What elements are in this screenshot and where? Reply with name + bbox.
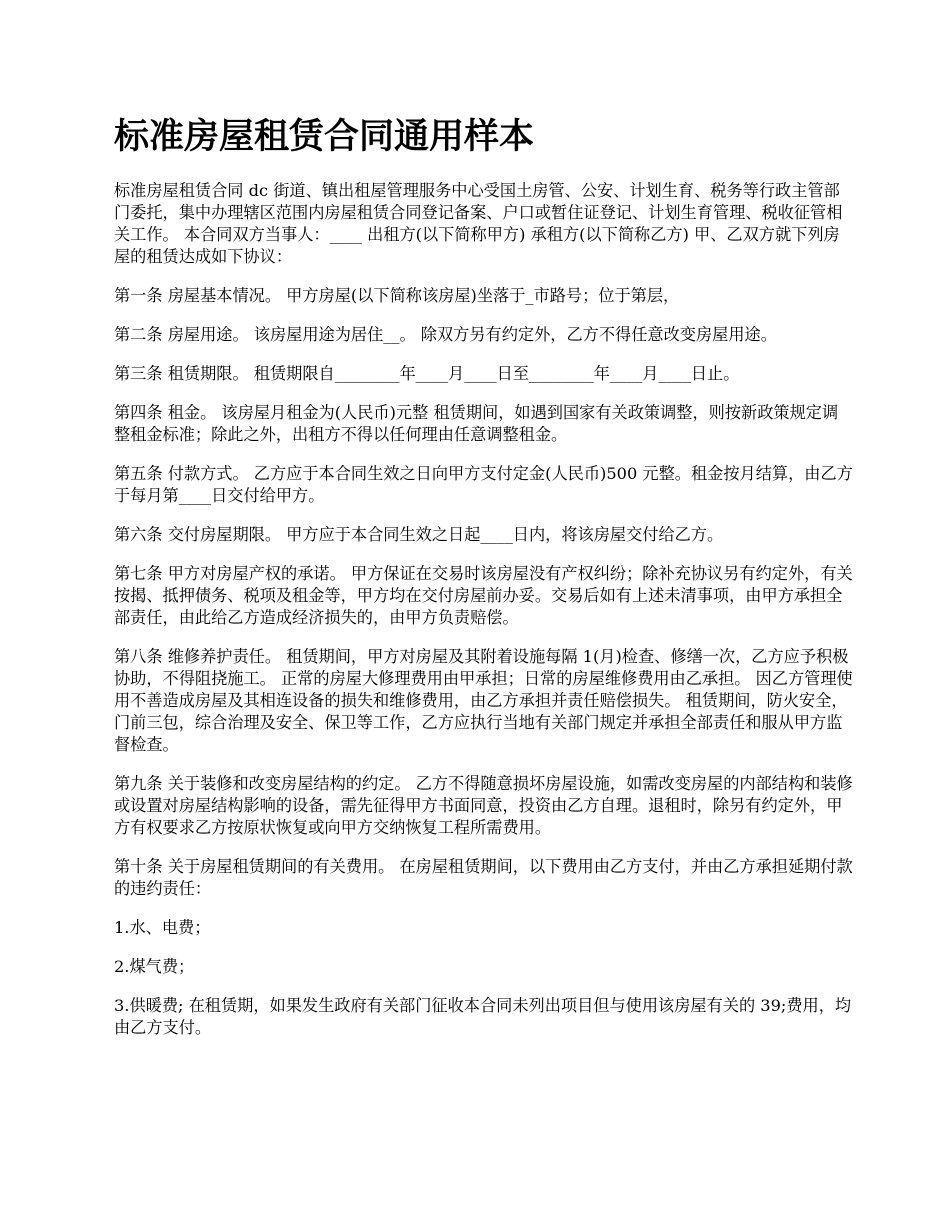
- paragraph-article-10: 第十条 关于房屋租赁期间的有关费用。 在房屋租赁期间，以下费用由乙方支付，并由乙方承担延期付款的违约责任：: [114, 857, 853, 898]
- paragraph-article-4: 第四条 租金。 该房屋月租金为(人民币)元整 租赁期间，如遇到国家有关政策调整，则按新政策规定调整租金标准；除此之外，出租方不得以任何理由任意调整租金。: [114, 403, 839, 444]
- paragraph-article-9: 第九条 关于装修和改变房屋结构的约定。 乙方不得随意损坏房屋设施，如需改变房屋的内部结构和装修或设置对房屋结构影响的设备，需先征得甲方书面同意，投资由乙方自理。退租时，除另有约定外，甲方有权要求乙方按原状恢复或向甲方交纳恢复工程所需费用。: [114, 774, 853, 837]
- document-title: 标准房屋租赁合同通用样本: [114, 117, 535, 157]
- paragraph-article-2: 第二条 房屋用途。 该房屋用途为居住__。 除双方另有约定外，乙方不得任意改变房屋用途。: [114, 325, 777, 344]
- list-item-2: 2.煤气费；: [114, 957, 195, 976]
- paragraph-article-6: 第六条 交付房屋期限。 甲方应于本合同生效之日起____日内，将该房屋交付给乙方。: [114, 525, 724, 544]
- paragraph-article-3: 第三条 租赁期限。 租赁期限自________年____月____日至________年____月____日止。: [114, 364, 740, 383]
- paragraph-article-5: 第五条 付款方式。 乙方应于本合同生效之日向甲方支付定金(人民币)500 元整。租金按月结算，由乙方于每月第____日交付给甲方。: [114, 464, 853, 505]
- paragraph-intro: 标准房屋租赁合同 dc 街道、镇出租屋管理服务中心受国土房管、公安、计划生育、税务等行政主管部门委托，集中办理辖区范围内房屋租赁合同登记备案、户口或暂住证登记、计划生育管理、税收征管相关工作。 本合同双方当事人：____ 出租方(以下简称甲方) 承租方(以下简称乙方) 甲、乙双方就下列房屋的租赁达成如下协议：: [114, 181, 843, 266]
- list-item-3: 3.供暖费; 在租赁期，如果发生政府有关部门征收本合同未列出项目但与使用该房屋有关的 39;费用，均由乙方支付。: [114, 996, 852, 1037]
- paragraph-article-1: 第一条 房屋基本情况。 甲方房屋(以下简称该房屋)坐落于_市路号；位于第层，: [114, 286, 680, 305]
- document-body: [114, 180, 854, 1056]
- paragraph-article-7: 第七条 甲方对房屋产权的承诺。 甲方保证在交易时该房屋没有产权纠纷；除补充协议另有约定外，有关按揭、抵押债务、税项及租金等，甲方均在交付房屋前办妥。交易后如有上述未清事项，由甲方承担全部责任，由此给乙方造成经济损失的，由甲方负责赔偿。: [114, 564, 853, 627]
- list-item-1: 1.水、电费；: [114, 918, 211, 937]
- paragraph-article-8: 第八条 维修养护责任。 租赁期间，甲方对房屋及其附着设施每隔 1(月)检查、修缮一次，乙方应予积极协助，不得阻挠施工。 正常的房屋大修理费用由甲承担；日常的房屋维修费用由乙承担。 因乙方管理使用不善造成房屋及其相连设备的损失和维修费用，由乙方承担并责任赔偿损失。 租赁期间，防火安全，门前三包，综合治理及安全、保卫等工作，乙方应执行当地有关部门规定并承担全部责任和服从甲方监督检查。: [114, 647, 853, 754]
